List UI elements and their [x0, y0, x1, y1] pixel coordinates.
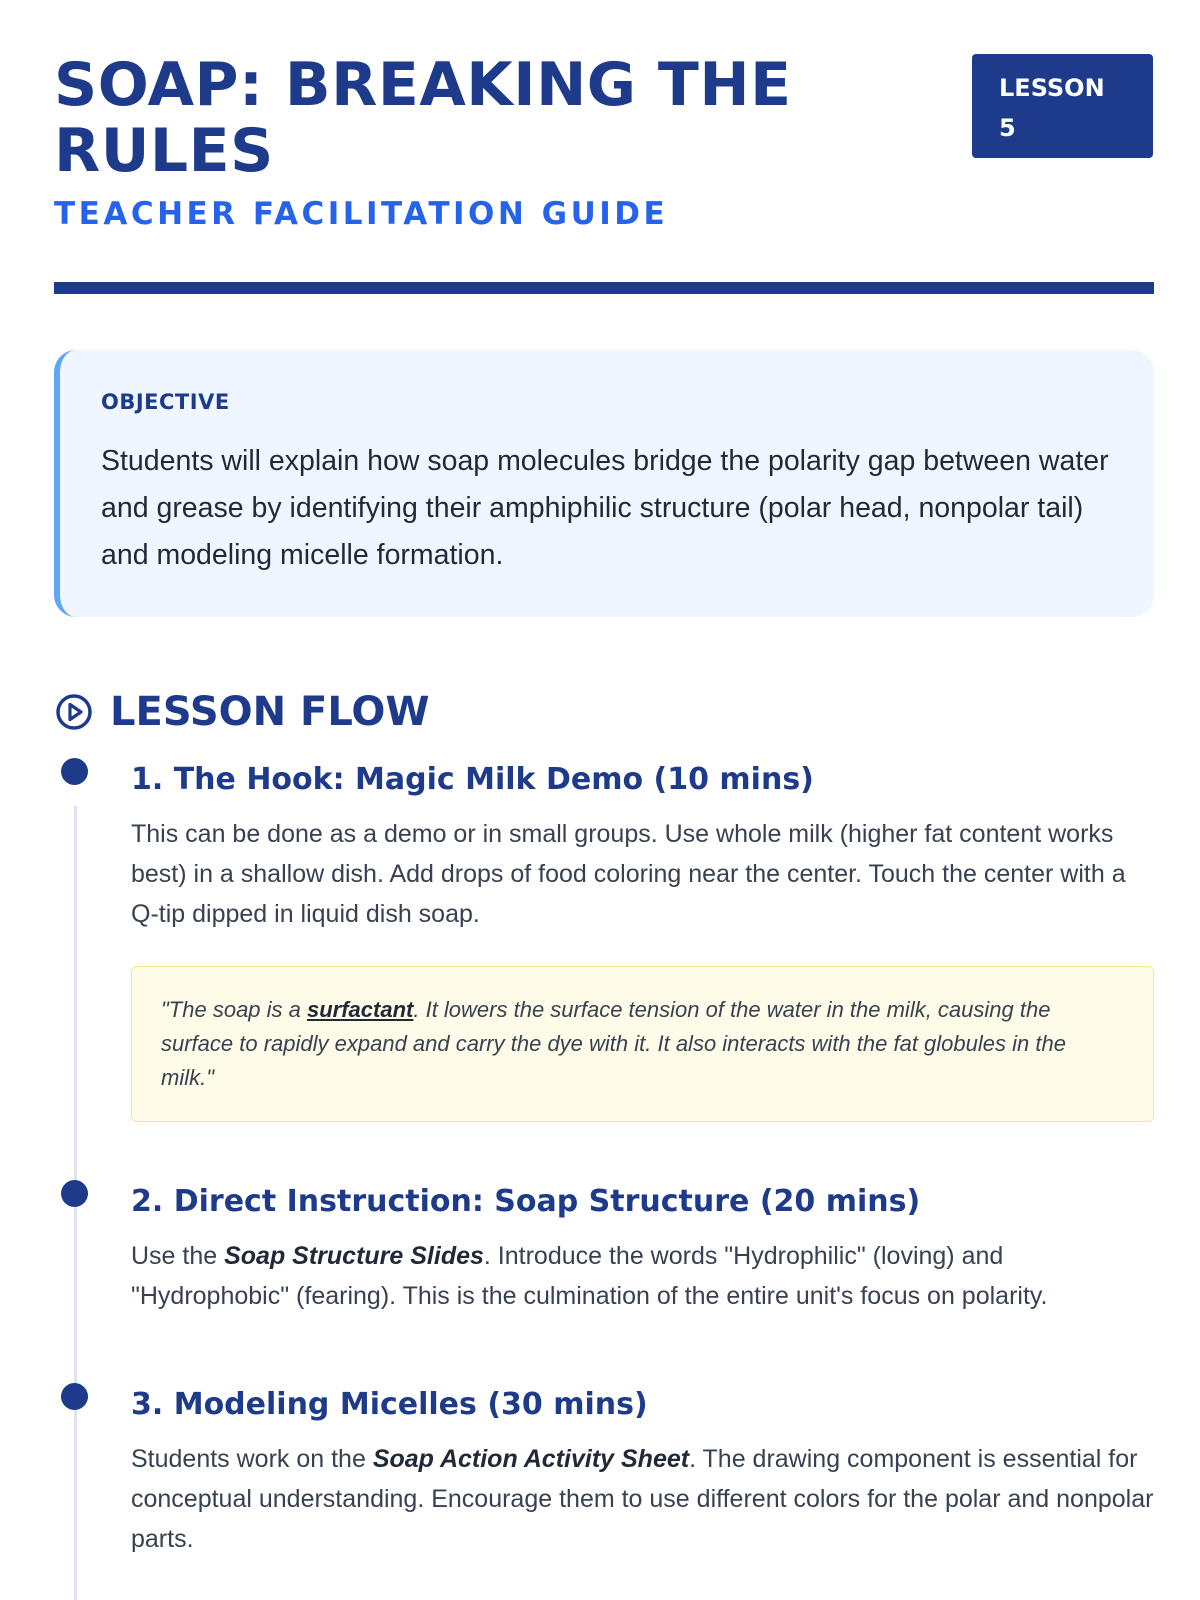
objective-text: Students will explain how soap molecules bridge the polarity gap between water and grease by identifying their amphiphilic structure (polar head, nonpolar tail) and modeling micelle formation. [101, 445, 1109, 571]
objective-label: OBJECTIVE [101, 390, 230, 414]
step-title: 3. Modeling Micelles (30 mins) [131, 1387, 648, 1422]
lesson-step [131, 1385, 1157, 1559]
quote-text-end: . It lowers the surface tension of the water in the milk, causing the surface to rapidly expand and carry the dye with it. It also interacts with the fat globules in the milk." [161, 997, 1066, 1090]
objective-box [54, 350, 1154, 617]
step-text-end: . Introduce the words "Hydrophilic" (loving) and "Hydrophobic" (fearing). This is the culmination of the entire unit's focus on polarity. [131, 1242, 1048, 1310]
resource-name: Soap Action Activity Sheet [372, 1445, 690, 1473]
lesson-badge-number: 5 [999, 114, 1016, 142]
step-text: This can be done as a demo or in small groups. Use whole milk (higher fat content works best) in a shallow dish. Add drops of food coloring near the center. Touch the center with a Q-tip dipped in liquid dish soap. [131, 820, 1126, 928]
step-title: 2. Direct Instruction: Soap Structure (20 mins) [131, 1184, 921, 1219]
lesson-badge [972, 54, 1153, 158]
step-text [131, 1439, 1157, 1559]
lesson-badge-label: LESSON [999, 74, 1105, 102]
page-title: SOAP: BREAKING THE RULES [54, 50, 792, 186]
quote-text-start: "The soap is a [161, 997, 307, 1022]
timeline-dot [61, 758, 88, 785]
step-text-end: . The drawing component is essential for conceptual understanding. Encourage them to use different colors for the polar and nonpolar parts. [131, 1445, 1154, 1553]
step-text-start: Use the [131, 1242, 225, 1270]
page-header [54, 52, 1154, 292]
teacher-quote-callout [131, 966, 1154, 1122]
timeline-dot [61, 1180, 88, 1207]
lesson-step [131, 760, 1157, 1122]
lesson-flow-title: LESSON FLOW [110, 689, 430, 735]
page-subtitle: TEACHER FACILITATION GUIDE [54, 196, 669, 232]
resource-name: Soap Structure Slides [224, 1242, 484, 1270]
quote-key-term: surfactant [307, 997, 414, 1022]
timeline-dot [61, 1383, 88, 1410]
lesson-step [131, 1182, 1157, 1316]
header-divider [54, 282, 1154, 294]
step-title: 1. The Hook: Magic Milk Demo (10 mins) [131, 762, 814, 797]
lesson-flow-heading [54, 684, 430, 740]
step-text-start: Students work on the [131, 1445, 373, 1473]
play-circle-icon [54, 692, 94, 732]
step-text [131, 1236, 1157, 1316]
